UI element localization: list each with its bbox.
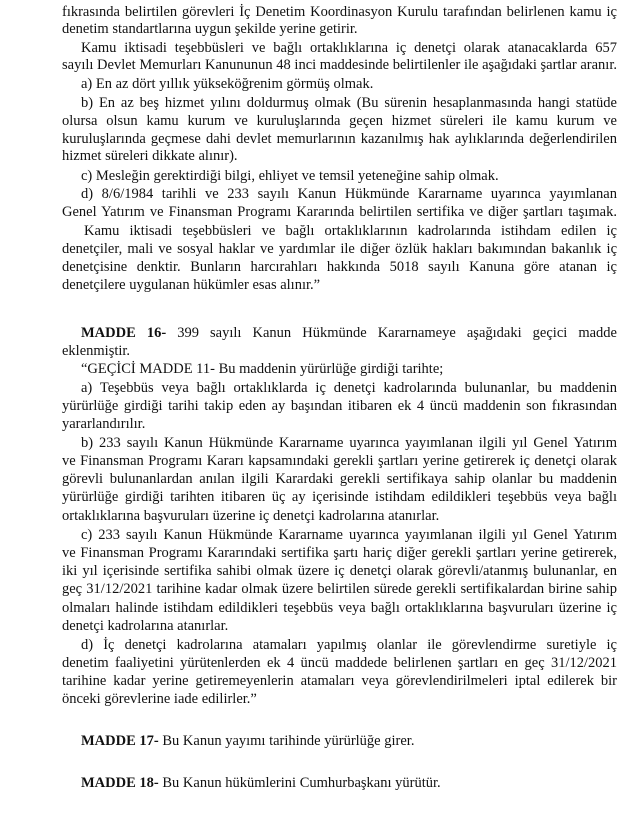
text-line: fıkrasında belirtilen görevleri İç Denetim Koordinasyon Kurulu tarafından belirlenen kamu iç <box>62 4 617 20</box>
article-17 <box>81 733 414 750</box>
text-line: Kamu iktisadi teşebbüsleri ve bağlı ortaklıklarına iç denetçi olarak atanacaklarda 657 <box>81 40 617 56</box>
text-line: denetim standartlarına uygun şekilde yerine getirir. <box>62 21 358 37</box>
text-line: denetçi kadrolarına atanırlar. <box>62 618 229 634</box>
text-line: c) 233 sayılı Kanun Hükmünde Kararname uyarınca yayımlanan ilgili yıl Genel Yatırım <box>81 527 617 543</box>
article-label: MADDE 18- <box>81 775 159 791</box>
text-line: kuruluşlarında geçmese dahi devlet memurlarının kazanılmış hak aylıklarında değerlendirilen <box>62 131 617 147</box>
text-line: c) Mesleğin gerektirdiği bilgi, ehliyet ve temsil yeteneğine sahip olmak. <box>81 168 499 184</box>
text-line: eklenmiştir. <box>62 343 131 359</box>
text-line: tarihine kadar yerine getiremeyenlerin atamaları veya görevlendirilmeleri iptal edilerek bir <box>62 673 617 689</box>
article-label: MADDE 16- <box>81 325 167 341</box>
text-line: d) İç denetçi kadrolarına atamaları yapılmış olanlar ile görevlendirme suretiyle iç <box>81 637 617 653</box>
text-line: b) En az beş hizmet yılını doldurmuş olmak (Bu sürenin hesaplanmasında hangi statüde <box>81 95 617 111</box>
text-line: d) 8/6/1984 tarihli ve 233 sayılı Kanun Hükmünde Kararname uyarınca yayımlanan <box>81 186 617 202</box>
text-line: geç 31/12/2021 tarihine kadar olmak üzere belirtilen sürede gerekli sertifikalardan birine sahip <box>62 581 617 597</box>
text-line: ortaklıklarına başvuruları üzerine iç denetçi kadrolarına atanırlar. <box>62 508 440 524</box>
text-line: 399 sayılı Kanun Hükmünde Kararnameye aşağıdaki geçici madde <box>166 325 617 341</box>
text-line: olmaları halinde istihdam edildikleri teşebbüs veya bağlı ortaklıklarına başvuruları üzerine iç <box>62 600 617 616</box>
text-line: denetçilere uygulanan hükümler esas alınır.” <box>62 277 321 293</box>
text-line: Bu Kanun hükümlerini Cumhurbaşkanı yürütür. <box>158 775 441 791</box>
text-line: denetçisine denktir. Bunların harcırahları hakkında 5018 sayılı Kanuna göre atanan iç <box>62 259 617 275</box>
text-line: b) 233 sayılı Kanun Hükmünde Kararname uyarınca yayımlanan ilgili yıl Genel Yatırım <box>81 435 617 451</box>
article-18 <box>81 775 441 792</box>
text-line: Bu Kanun yayımı tarihinde yürürlüğe girer. <box>158 733 415 749</box>
text-line: yürürlüğe girdiği tarihten itibaren üç ay içerisinde istihdam edildikleri teşebbüs veya bağlı <box>62 489 617 505</box>
text-line: yürürlüğe girdiği tarihi takip eden ay başından itibaren ek 4 üncü maddenin son fıkrasından <box>62 398 617 414</box>
text-line: iki yıl içerisinde sertifika sahibi olmak üzere iç denetçi olarak görevli/atanmış bulunanlar, en <box>62 563 617 579</box>
text-line: Genel Yatırım ve Finansman Programı Kararında belirtilen sertifika ve diğer şartları taşımak. <box>62 204 617 220</box>
text-line: denetim faaliyetini yürütenlerden ek 4 üncü maddede belirlenen şartları en geç 31/12/2021 <box>62 655 617 671</box>
text-line: yararlandırılır. <box>62 416 146 432</box>
text-line: ve Finansman Programı Kararındaki sertifika şartı hariç diğer gerekli şartları yerine getirerek, <box>62 545 617 561</box>
text-line: hizmet süreleri dikkate alınır). <box>62 148 238 164</box>
article-16-heading <box>81 325 617 342</box>
text-line: Kamu iktisadi teşebbüsleri ve bağlı ortaklıklarının kadrolarında istihdam edilen iç <box>84 223 617 239</box>
text-line: önceki görevlerine iade edilirler.” <box>62 691 257 707</box>
text-line: “GEÇİCİ MADDE 11- Bu maddenin yürürlüğe girdiği tarihte; <box>81 361 444 377</box>
text-line: görevli bulunanlardan anılan ilgili Karardaki gerekli sertifikaya sahip olanlar bu maddenin <box>62 471 617 487</box>
text-line: ve Finansman Programı Kararı kapsamındaki gerekli şartları yerine getirerek iç denetçi olarak <box>62 453 617 469</box>
text-line: a) Teşebbüs veya bağlı ortaklıklarda iç denetçi kadrolarında bulunanlar, bu maddenin <box>81 380 617 396</box>
text-line: a) En az dört yıllık yükseköğrenim görmüş olmak. <box>81 76 374 92</box>
article-label: MADDE 17- <box>81 733 159 749</box>
text-line: olursa olsun kamu kurum ve kuruluşlarında geçen hizmet süreleri ile kamu kurum ve <box>62 113 617 129</box>
text-line: sayılı Devlet Memurları Kanununun 48 inci maddesinde belirtilenler ile aşağıdaki şartlar aranır. <box>62 57 617 73</box>
text-line: denetçiler, mali ve sosyal haklar ve yardımlar ile diğer özlük hakları bakımından bakanlık iç <box>62 241 617 257</box>
